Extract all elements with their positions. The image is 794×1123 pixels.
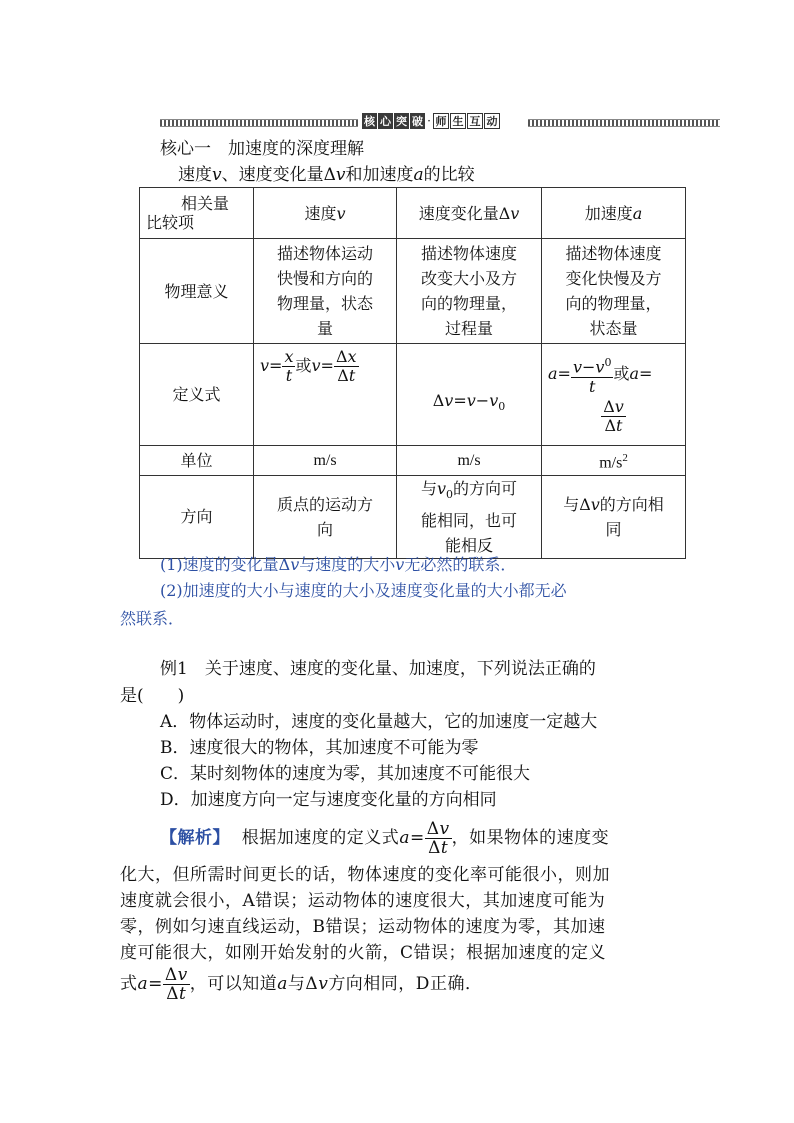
note-2b: 然联系． (120, 609, 185, 628)
banner-rule-right (528, 119, 720, 127)
table-cell: 描述物体运动 快慢和方向的 物理量，状态 量 (254, 239, 397, 344)
header-acceleration: 加速度a (542, 188, 686, 239)
table-row (140, 239, 686, 344)
table-caption: 速度v、速度变化量Δv和加速度a的比较 (178, 165, 475, 185)
table-row (140, 476, 686, 558)
banner-char: 生 (450, 113, 466, 129)
banner-rule-left (160, 119, 358, 127)
banner-char: 破 (412, 115, 423, 128)
analysis-line-5: 度可能很大，如刚开始发射的火箭，C错误；根据加速度的定义 (120, 943, 607, 963)
comparison-table (139, 187, 686, 559)
row-label: 单位 (140, 446, 254, 476)
header-velocity: 速度v (254, 188, 397, 239)
option-b: B．速度很大的物体，其加速度不可能为零 (160, 738, 479, 758)
banner-char: 动 (484, 113, 500, 129)
analysis-tag: 【解析】 (160, 828, 230, 848)
banner-tag (362, 112, 500, 130)
corner-cell (140, 188, 254, 239)
unit-velocity: m/s (254, 446, 397, 476)
analysis-line-4: 零，例如匀速直线运动，B错误；运动物体的速度为零，其加速 (120, 917, 606, 937)
analysis-line-6: 式a= $\frac{\Delta v}{\Delta t}$ ，可以知道a与Δv方向相同，D正确． (120, 965, 483, 1004)
corner-top: 相关量 (180, 194, 229, 213)
header-delta-v: 速度变化量Δv (397, 188, 542, 239)
banner-char: 师 (433, 113, 449, 129)
table-cell: 与Δv的方向相 同 (542, 476, 686, 558)
option-d: D．加速度方向一定与速度变化量的方向相同 (160, 790, 497, 810)
banner-char: 互 (467, 113, 483, 129)
analysis-line-2: 化大，但所需时间更长的话，物体速度的变化率可能很小，则加 (120, 865, 610, 885)
table-cell: 与$v_0$的方向可 能相同，也可 能相反 (397, 476, 542, 558)
table-row (140, 344, 686, 446)
note-2a: (2)加速度的大小与速度的大小及速度变化量的大小都无必 (160, 581, 567, 600)
note-1: (1)速度的变化量Δv与速度的大小v无必然的联系． (160, 555, 517, 574)
banner-char: 核 (364, 115, 375, 128)
row-label: 物理意义 (140, 239, 254, 344)
banner-char: 突 (396, 115, 407, 128)
table-cell: 描述物体速度 改变大小及方 向的物理量， 过程量 (397, 239, 542, 344)
unit-delta-v: m/s (397, 446, 542, 476)
formula-velocity: v= $\frac{x}{t}$ 或v= $\frac{\Delta x}{\Delta t}$ (254, 344, 397, 446)
analysis-line-1: 【解析】 根据加速度的定义式a= $\frac{\Delta v}{\Delta t}$ ，如果物体的速度变 (160, 819, 610, 858)
table-row (140, 446, 686, 476)
formula-delta-v: $\Delta v=v-v_0$ (397, 344, 542, 446)
row-label: 方向 (140, 476, 254, 558)
unit-acceleration: $m/s^2$ (542, 446, 686, 476)
option-a: A．物体运动时，速度的变化量越大，它的加速度一定越大 (160, 712, 598, 732)
example-line-2: 是( ) (120, 686, 185, 706)
table-header-row (140, 188, 686, 239)
section-banner (160, 112, 720, 130)
banner-sep: · (427, 114, 431, 128)
example-line-1: 例1 关于速度、速度的变化量、加速度，下列说法正确的 (160, 659, 596, 679)
option-c: C．某时刻物体的速度为零，其加速度不可能很大 (160, 764, 531, 784)
table-cell: 描述物体速度 变化快慢及方 向的物理量， 状态量 (542, 239, 686, 344)
banner-char: 心 (380, 115, 391, 128)
formula-acceleration: a= $\frac{v-v^0}{t}$ 或a= $\frac{\Delta v}{\Delta t}$ (542, 344, 686, 446)
corner-bottom: 比较项 (146, 213, 195, 232)
table-cell: 质点的运动方 向 (254, 476, 397, 558)
section-title: 核心一 加速度的深度理解 (160, 139, 364, 159)
analysis-line-3: 速度就会很小，A错误；运动物体的速度很大，其加速度可能为 (120, 891, 606, 911)
row-label: 定义式 (140, 344, 254, 446)
